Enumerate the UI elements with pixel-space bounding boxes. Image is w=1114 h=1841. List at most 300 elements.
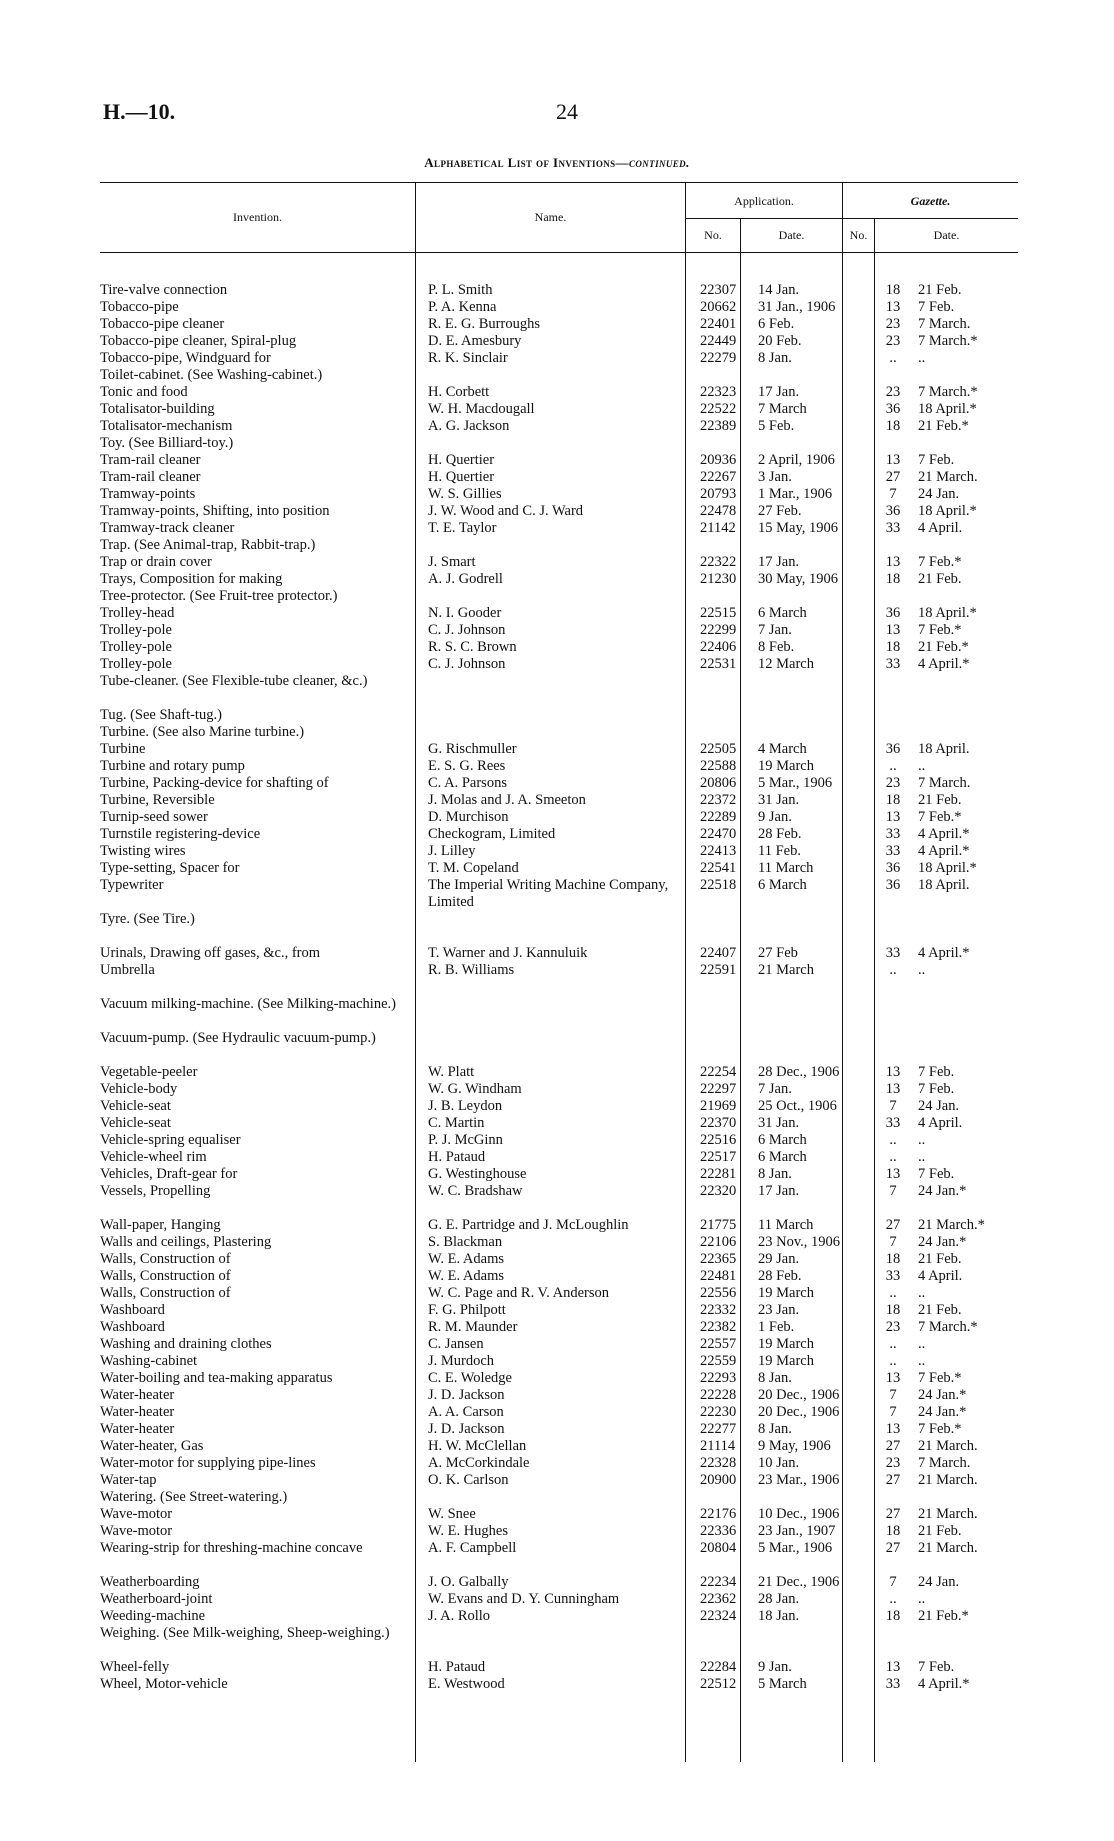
application-date-cell: 5 Feb. [758, 418, 795, 434]
table-row [100, 418, 1018, 435]
application-date-cell: 20 Feb. [758, 333, 802, 349]
table-row [100, 333, 1018, 350]
table-row [100, 1064, 1018, 1081]
gazette-number-cell: 33 [885, 843, 901, 859]
application-number-cell: 22505 [700, 741, 737, 757]
gazette-number-cell: 36 [885, 503, 901, 519]
table-row [100, 588, 1018, 605]
application-date-cell: 27 Feb [758, 945, 798, 961]
application-date-cell: 19 March [758, 1353, 814, 1369]
invention-cell: Turbine, Packing-device for shafting of [100, 775, 329, 791]
invention-cell: Vehicle-wheel rim [100, 1149, 207, 1165]
application-number-cell: 21114 [700, 1438, 736, 1454]
gazette-number-cell: 13 [885, 1370, 901, 1386]
application-date-cell: 7 Jan. [758, 622, 792, 638]
name-cell: W. E. Hughes [428, 1523, 509, 1539]
gazette-date-cell: 21 Feb. [918, 1302, 962, 1318]
invention-cell: Wall-paper, Hanging [100, 1217, 221, 1233]
invention-cell: Tramway-points [100, 486, 196, 502]
application-date-cell: 8 Jan. [758, 1421, 792, 1437]
table-row [100, 1540, 1018, 1574]
table-row [100, 401, 1018, 418]
gazette-date-cell: 4 April. [918, 1268, 963, 1284]
header-gazette: Gazette. [910, 194, 951, 208]
gazette-date-cell: 7 Feb. [918, 1064, 955, 1080]
name-cell: H. W. McClellan [428, 1438, 527, 1454]
application-date-cell: 5 Mar., 1906 [758, 775, 833, 791]
name-cell: N. I. Gooder [428, 605, 502, 621]
name-cell: J. D. Jackson [428, 1421, 505, 1437]
invention-cell: Walls and ceilings, Plastering [100, 1234, 272, 1250]
subtitle-main: Alphabetical List of Inventions [424, 155, 616, 170]
name-cell: A. McCorkindale [428, 1455, 530, 1471]
application-number-cell: 22449 [700, 333, 737, 349]
gazette-date-cell: 21 Feb. [918, 282, 962, 298]
gazette-date-cell: 4 April. [918, 1115, 963, 1131]
invention-cell: Tree-protector. (See Fruit-tree protector.) [100, 588, 338, 604]
name-cell: C. E. Woledge [428, 1370, 512, 1386]
table-row [100, 860, 1018, 877]
invention-cell: Vehicle-seat [100, 1098, 171, 1114]
gazette-number-cell: .. [889, 1591, 897, 1607]
table-row [100, 1506, 1018, 1523]
invention-cell: Tug. (See Shaft-tug.) [100, 707, 222, 723]
gazette-date-cell: 18 April.* [918, 860, 977, 876]
name-cell: C. A. Parsons [428, 775, 507, 791]
application-date-cell: 9 Jan. [758, 1659, 792, 1675]
name-cell: A. G. Jackson [428, 418, 510, 434]
application-number-cell: 22267 [700, 469, 737, 485]
application-number-cell: 20806 [700, 775, 737, 791]
application-date-cell: 10 Jan. [758, 1455, 800, 1471]
application-date-cell: 25 Oct., 1906 [758, 1098, 837, 1114]
application-date-cell: 1 Feb. [758, 1319, 795, 1335]
subtitle-suffix: —continued. [615, 155, 690, 170]
table-row [100, 741, 1018, 758]
gazette-date-cell: 21 March.* [918, 1217, 985, 1233]
name-cell: J. Smart [428, 554, 476, 570]
gazette-number-cell: 13 [885, 299, 901, 315]
gazette-number-cell: 13 [885, 1064, 901, 1080]
gazette-number-cell: 33 [885, 1115, 901, 1131]
table-row [100, 1387, 1018, 1404]
application-number-cell: 22176 [700, 1506, 737, 1522]
gazette-number-cell: 7 [889, 1234, 897, 1250]
gazette-number-cell: 18 [885, 639, 901, 655]
gazette-date-cell: 4 April.* [918, 945, 970, 961]
invention-cell: Wave-motor [100, 1523, 173, 1539]
gazette-date-cell: 7 Feb.* [918, 622, 962, 638]
table-row [100, 316, 1018, 333]
table-row [100, 1115, 1018, 1132]
gazette-number-cell: 18 [885, 792, 901, 808]
invention-cell: Type-setting, Spacer for [100, 860, 240, 876]
table-row [100, 1455, 1018, 1472]
application-number-cell: 22289 [700, 809, 737, 825]
application-date-cell: 1 Mar., 1906 [758, 486, 833, 502]
name-cell: S. Blackman [428, 1234, 503, 1250]
application-date-cell: 27 Feb. [758, 503, 802, 519]
table-row [100, 1370, 1018, 1387]
application-date-cell: 10 Dec., 1906 [758, 1506, 840, 1522]
application-number-cell: 22362 [700, 1591, 737, 1607]
gazette-number-cell: .. [889, 350, 897, 366]
application-date-cell: 6 March [758, 1132, 807, 1148]
gazette-number-cell: 36 [885, 401, 901, 417]
invention-cell: Walls, Construction of [100, 1285, 231, 1301]
header-gaz-no: No. [849, 228, 868, 242]
gazette-date-cell: 21 Feb. [918, 1251, 962, 1267]
invention-cell: Weighing. (See Milk-weighing, Sheep-weighing.) [100, 1625, 390, 1641]
application-date-cell: 31 Jan., 1906 [758, 299, 836, 315]
application-number-cell: 22516 [700, 1132, 737, 1148]
gazette-number-cell: 13 [885, 1081, 901, 1097]
gazette-number-cell: 36 [885, 605, 901, 621]
application-number-cell: 22406 [700, 639, 737, 655]
gazette-date-cell: 21 March. [918, 469, 978, 485]
application-date-cell: 5 Mar., 1906 [758, 1540, 833, 1556]
gazette-date-cell: 24 Jan. [918, 486, 960, 502]
application-number-cell: 21230 [700, 571, 737, 587]
name-cell: W. S. Gillies [428, 486, 502, 502]
invention-cell: Vehicle-seat [100, 1115, 171, 1131]
application-date-cell: 11 March [758, 1217, 814, 1233]
invention-cell: Vehicles, Draft-gear for [100, 1166, 238, 1182]
gazette-date-cell: 7 Feb. [918, 1166, 955, 1182]
gazette-date-cell: .. [918, 1149, 926, 1165]
gazette-date-cell: 7 Feb.* [918, 1370, 962, 1386]
table-row [100, 469, 1018, 486]
invention-cell: Wheel-felly [100, 1659, 170, 1675]
gazette-date-cell: .. [918, 1353, 926, 1369]
application-number-cell: 22522 [700, 401, 737, 417]
application-date-cell: 23 Nov., 1906 [758, 1234, 841, 1250]
table-row [100, 877, 1018, 911]
name-cell: G. Westinghouse [428, 1166, 527, 1182]
gazette-date-cell: 7 March. [918, 775, 971, 791]
application-number-cell: 20804 [700, 1540, 737, 1556]
application-number-cell: 22401 [700, 316, 737, 332]
application-date-cell: 21 March [758, 962, 814, 978]
application-date-cell: 28 Jan. [758, 1591, 800, 1607]
invention-cell: Trolley-pole [100, 639, 172, 655]
application-number-cell: 22512 [700, 1676, 737, 1692]
name-cell: D. Murchison [428, 809, 509, 825]
invention-cell: Wearing-strip for threshing-machine concave [100, 1540, 363, 1556]
application-number-cell: 22336 [700, 1523, 737, 1539]
gazette-date-cell: 7 Feb. [918, 1081, 955, 1097]
name-cell: H. Quertier [428, 469, 495, 485]
invention-cell: Washing-cabinet [100, 1353, 198, 1369]
application-number-cell: 22541 [700, 860, 737, 876]
application-date-cell: 6 Feb. [758, 316, 795, 332]
name-cell: J. A. Rollo [428, 1608, 491, 1624]
application-number-cell: 22230 [700, 1404, 737, 1420]
gazette-number-cell: .. [889, 1149, 897, 1165]
application-date-cell: 19 March [758, 1285, 814, 1301]
application-date-cell: 8 Feb. [758, 639, 795, 655]
application-number-cell: 22293 [700, 1370, 737, 1386]
gazette-date-cell: 21 Feb.* [918, 1608, 969, 1624]
application-date-cell: 2 April, 1906 [758, 452, 835, 468]
gazette-number-cell: 33 [885, 1268, 901, 1284]
gazette-date-cell: 21 Feb.* [918, 418, 969, 434]
invention-cell: Umbrella [100, 962, 155, 978]
gazette-number-cell: 18 [885, 1523, 901, 1539]
gazette-date-cell: .. [918, 1132, 926, 1148]
application-date-cell: 28 Feb. [758, 826, 802, 842]
table-row [100, 1319, 1018, 1336]
invention-cell: Washboard [100, 1302, 165, 1318]
section-gap [100, 979, 1018, 996]
gazette-date-cell: 24 Jan.* [918, 1404, 967, 1420]
invention-cell: Weeding-machine [100, 1608, 206, 1624]
name-cell: W. H. Macdougall [428, 401, 535, 417]
table-body [100, 282, 1018, 1693]
gazette-number-cell: 33 [885, 520, 901, 536]
name-cell: The Imperial Writing Machine Company, Limited [428, 877, 669, 910]
gazette-number-cell: .. [889, 1336, 897, 1352]
invention-cell: Vacuum-pump. (See Hydraulic vacuum-pump.) [100, 1030, 376, 1046]
application-date-cell: 8 Jan. [758, 1166, 792, 1182]
name-cell: A. F. Campbell [428, 1540, 517, 1556]
gazette-date-cell: 24 Jan. [918, 1574, 960, 1590]
gazette-number-cell: 7 [889, 486, 897, 502]
name-cell: J. Molas and J. A. Smeeton [428, 792, 586, 808]
application-date-cell: 23 Jan. [758, 1302, 800, 1318]
name-cell: A. J. Godrell [428, 571, 503, 587]
invention-cell: Turbine. (See also Marine turbine.) [100, 724, 305, 740]
application-date-cell: 3 Jan. [758, 469, 792, 485]
application-date-cell: 8 Jan. [758, 350, 792, 366]
application-date-cell: 19 March [758, 1336, 814, 1352]
application-date-cell: 11 Feb. [758, 843, 801, 859]
table-row [100, 1421, 1018, 1438]
name-cell: C. J. Johnson [428, 656, 506, 672]
application-date-cell: 21 Dec., 1906 [758, 1574, 840, 1590]
gazette-date-cell: .. [918, 1285, 926, 1301]
application-number-cell: 22382 [700, 1319, 737, 1335]
gazette-number-cell: 27 [885, 1472, 901, 1488]
table-row [100, 996, 1018, 1030]
gazette-number-cell: 18 [885, 418, 901, 434]
application-number-cell: 22370 [700, 1115, 737, 1131]
table-row [100, 1234, 1018, 1251]
application-date-cell: 20 Dec., 1906 [758, 1387, 840, 1403]
gazette-number-cell: 13 [885, 1659, 901, 1675]
table-row [100, 1336, 1018, 1353]
table-row [100, 1353, 1018, 1370]
application-date-cell: 9 Jan. [758, 809, 792, 825]
gazette-date-cell: 4 April.* [918, 656, 970, 672]
invention-cell: Trays, Composition for making [100, 571, 283, 587]
table-row [100, 1217, 1018, 1234]
invention-cell: Water-boiling and tea-making apparatus [100, 1370, 333, 1386]
header-gaz-date: Date. [933, 228, 960, 242]
header-bottom-rule [100, 252, 1018, 253]
table-row [100, 605, 1018, 622]
invention-cell: Vehicle-body [100, 1081, 178, 1097]
name-cell: O. K. Carlson [428, 1472, 509, 1488]
table-row [100, 520, 1018, 537]
table-row [100, 945, 1018, 962]
invention-cell: Tobacco-pipe [100, 299, 179, 315]
name-cell: T. M. Copeland [428, 860, 519, 876]
application-number-cell: 22281 [700, 1166, 737, 1182]
application-date-cell: 31 Jan. [758, 792, 800, 808]
gazette-date-cell: 7 Feb. [918, 452, 955, 468]
gazette-date-cell: 7 March.* [918, 384, 978, 400]
gazette-number-cell: 27 [885, 1438, 901, 1454]
gazette-number-cell: .. [889, 758, 897, 774]
gazette-number-cell: .. [889, 1353, 897, 1369]
application-date-cell: 18 Jan. [758, 1608, 800, 1624]
application-number-cell: 22481 [700, 1268, 737, 1284]
table-row [100, 911, 1018, 928]
application-number-cell: 22254 [700, 1064, 737, 1080]
application-date-cell: 28 Dec., 1906 [758, 1064, 840, 1080]
name-cell: H. Quertier [428, 452, 495, 468]
invention-cell: Watering. (See Street-watering.) [100, 1489, 288, 1505]
gazette-date-cell: .. [918, 350, 926, 366]
gazette-number-cell: 27 [885, 1217, 901, 1233]
application-date-cell: 15 May, 1906 [758, 520, 839, 536]
table-row [100, 673, 1018, 707]
application-number-cell: 22591 [700, 962, 737, 978]
name-cell: W. Platt [428, 1064, 475, 1080]
gazette-date-cell: 4 April. [918, 520, 963, 536]
invention-cell: Wave-motor [100, 1506, 173, 1522]
name-cell: T. E. Taylor [428, 520, 497, 536]
gazette-date-cell: 21 Feb.* [918, 639, 969, 655]
invention-cell: Water-motor for supplying pipe-lines [100, 1455, 316, 1471]
application-number-cell: 22277 [700, 1421, 737, 1437]
gazette-number-cell: 36 [885, 877, 901, 893]
gazette-date-cell: 7 March. [918, 316, 971, 332]
table-row [100, 537, 1018, 554]
gazette-date-cell: 21 March. [918, 1438, 978, 1454]
application-number-cell: 21142 [700, 520, 736, 536]
name-cell: J. O. Galbally [428, 1574, 509, 1590]
application-date-cell: 29 Jan. [758, 1251, 800, 1267]
application-date-cell: 19 March [758, 758, 814, 774]
application-number-cell: 22389 [700, 418, 737, 434]
table-row [100, 1268, 1018, 1285]
invention-cell: Trolley-pole [100, 622, 172, 638]
table-row [100, 1251, 1018, 1268]
table-row [100, 656, 1018, 673]
list-subtitle [0, 155, 1114, 171]
section-gap [100, 928, 1018, 945]
gazette-number-cell: 18 [885, 1302, 901, 1318]
name-cell: J. Murdoch [428, 1353, 495, 1369]
gazette-date-cell: .. [918, 758, 926, 774]
name-cell: H. Pataud [428, 1149, 486, 1165]
gazette-date-cell: 24 Jan.* [918, 1183, 967, 1199]
table-row [100, 452, 1018, 469]
application-number-cell: 20793 [700, 486, 737, 502]
table-row [100, 843, 1018, 860]
gazette-date-cell: .. [918, 1336, 926, 1352]
page-number: 24 [556, 99, 578, 124]
gazette-number-cell: 23 [885, 333, 901, 349]
application-date-cell: 7 Jan. [758, 1081, 792, 1097]
application-number-cell: 20662 [700, 299, 737, 315]
gazette-date-cell: 18 April.* [918, 401, 977, 417]
invention-cell: Tonic and food [100, 384, 188, 400]
invention-cell: Water-heater [100, 1387, 175, 1403]
application-number-cell: 22518 [700, 877, 737, 893]
name-cell: W. C. Page and R. V. Anderson [428, 1285, 609, 1301]
gazette-number-cell: 33 [885, 1676, 901, 1692]
gazette-date-cell: 7 Feb.* [918, 809, 962, 825]
gazette-date-cell: 7 March. [918, 1455, 971, 1471]
invention-cell: Vacuum milking-machine. (See Milking-machine.) [100, 996, 396, 1012]
invention-cell: Totalisator-mechanism [100, 418, 233, 434]
application-number-cell: 22470 [700, 826, 737, 842]
name-cell: J. W. Wood and C. J. Ward [428, 503, 584, 519]
application-date-cell: 31 Jan. [758, 1115, 800, 1131]
invention-cell: Tyre. (See Tire.) [100, 911, 195, 927]
gazette-date-cell: 24 Jan. [918, 1098, 960, 1114]
invention-cell: Water-heater, Gas [100, 1438, 204, 1454]
invention-cell: Turnip-seed sower [100, 809, 208, 825]
application-number-cell: 22531 [700, 656, 737, 672]
application-number-cell: 22299 [700, 622, 737, 638]
name-cell: W. Snee [428, 1506, 476, 1522]
application-number-cell: 22556 [700, 1285, 737, 1301]
application-date-cell: 11 March [758, 860, 814, 876]
name-cell: H. Pataud [428, 1659, 486, 1675]
gazette-number-cell: 7 [889, 1574, 897, 1590]
application-number-cell: 20900 [700, 1472, 737, 1488]
invention-cell: Turbine and rotary pump [100, 758, 245, 774]
invention-cell: Typewriter [100, 877, 164, 893]
gazette-number-cell: 18 [885, 1608, 901, 1624]
application-number-cell: 22307 [700, 282, 737, 298]
invention-cell: Totalisator-building [100, 401, 215, 417]
table-row [100, 775, 1018, 792]
gazette-date-cell: 7 Feb.* [918, 1421, 962, 1437]
gazette-number-cell: 7 [889, 1098, 897, 1114]
table-row [100, 1166, 1018, 1183]
invention-cell: Weatherboard-joint [100, 1591, 213, 1607]
gazette-number-cell: 7 [889, 1387, 897, 1403]
gazette-number-cell: 23 [885, 384, 901, 400]
top-rule [100, 182, 1018, 183]
table-row [100, 1183, 1018, 1200]
gazette-number-cell: 18 [885, 282, 901, 298]
application-date-cell: 5 March [758, 1676, 807, 1692]
invention-cell: Tobacco-pipe, Windguard for [100, 350, 271, 366]
invention-cell: Tobacco-pipe cleaner, Spiral-plug [100, 333, 297, 349]
invention-cell: Trolley-pole [100, 656, 172, 672]
gazette-number-cell: .. [889, 1132, 897, 1148]
table-row [100, 1132, 1018, 1149]
gazette-number-cell: 23 [885, 316, 901, 332]
invention-cell: Walls, Construction of [100, 1268, 231, 1284]
invention-cell: Water-heater [100, 1404, 175, 1420]
table-row [100, 350, 1018, 367]
table-row [100, 1098, 1018, 1115]
name-cell: F. G. Philpott [428, 1302, 506, 1318]
table-row [100, 1574, 1018, 1591]
invention-cell: Tramway-track cleaner [100, 520, 235, 536]
gazette-number-cell: 27 [885, 1506, 901, 1522]
application-date-cell: 6 March [758, 605, 807, 621]
table-row [100, 1030, 1018, 1064]
invention-cell: Turnstile registering-device [100, 826, 261, 842]
